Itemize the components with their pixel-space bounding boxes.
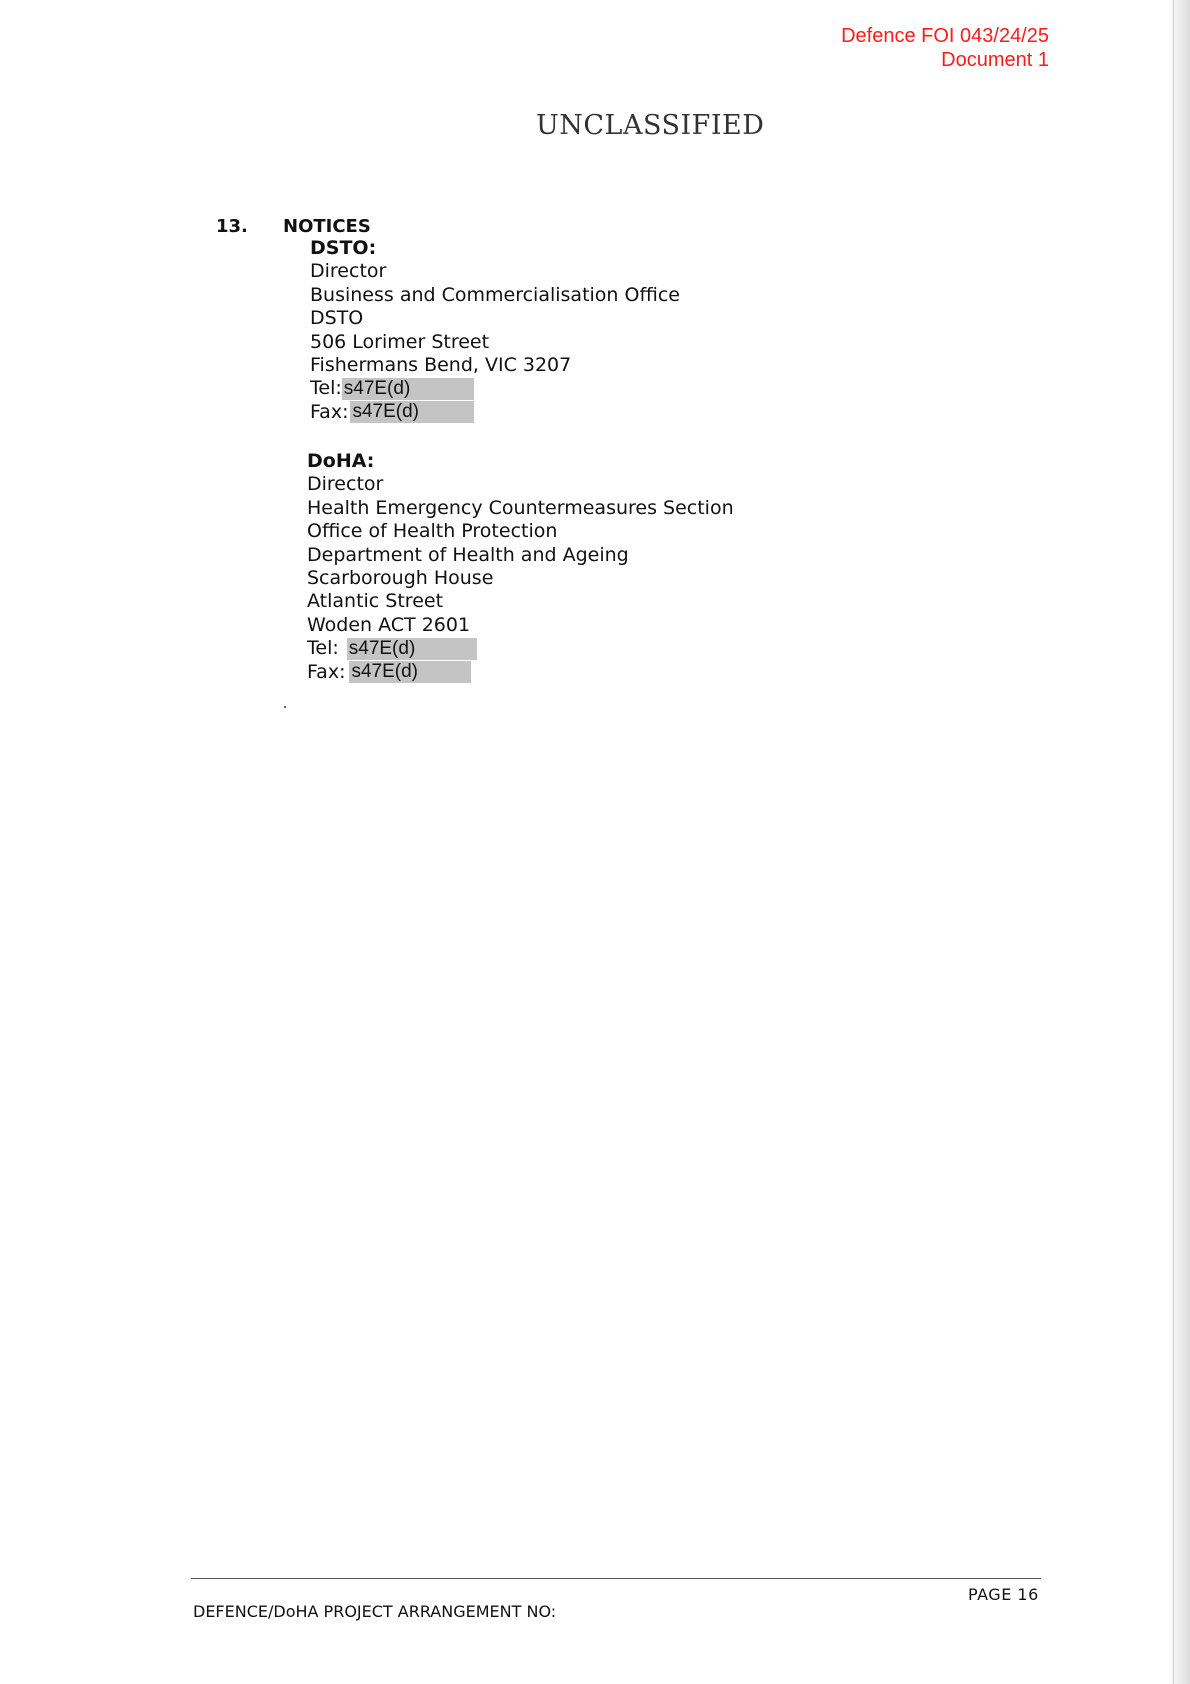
dsto-line-office: Business and Commercialisation Office <box>310 283 680 306</box>
dsto-line-street: 506 Lorimer Street <box>310 330 490 353</box>
doha-tel-row <box>307 637 734 660</box>
dsto-line-suburb: Fishermans Bend, VIC 3207 <box>310 353 572 376</box>
dsto-tel-row <box>310 377 680 400</box>
scan-page-edge-line <box>1173 0 1174 1684</box>
dsto-tel-redaction: s47E(d) <box>342 378 474 400</box>
dsto-fax-label: Fax: <box>310 400 349 423</box>
footer-reference: DEFENCE/DoHA PROJECT ARRANGEMENT NO: <box>193 1602 557 1621</box>
doha-line-building: Scarborough House <box>307 566 494 589</box>
doha-heading: DoHA: <box>307 450 375 472</box>
footer-rule <box>191 1578 1041 1579</box>
doha-line-section: Health Emergency Countermeasures Section <box>307 496 734 519</box>
doha-address-block <box>307 450 734 684</box>
foi-document-number: Document 1 <box>941 49 1049 71</box>
dsto-heading: DSTO: <box>310 237 377 259</box>
dsto-line-organisation: DSTO <box>310 307 364 330</box>
doha-line-suburb: Woden ACT 2601 <box>307 613 471 636</box>
scan-page-edge <box>1168 0 1190 1684</box>
dsto-fax-row <box>310 401 680 424</box>
doha-line-street: Atlantic Street <box>307 590 444 613</box>
dsto-fax-redaction: s47E(d) <box>350 401 474 423</box>
doha-line-office: Office of Health Protection <box>307 520 558 543</box>
doha-line-department: Department of Health and Ageing <box>307 543 629 566</box>
dsto-tel-label: Tel: <box>310 377 342 400</box>
doha-line-position: Director <box>307 473 384 496</box>
foi-stamp <box>841 24 1049 72</box>
footer-page-number: PAGE 16 <box>968 1585 1039 1604</box>
foi-reference: Defence FOI 043/24/25 <box>841 25 1049 47</box>
classification-header: UNCLASSIFIED <box>536 110 765 141</box>
doha-fax-row <box>307 661 734 684</box>
doha-tel-label: Tel: <box>307 637 339 660</box>
doha-fax-redaction: s47E(d) <box>349 661 471 683</box>
section-number: 13. <box>216 216 248 237</box>
doha-fax-label: Fax: <box>307 660 346 683</box>
dsto-line-position: Director <box>310 260 387 283</box>
section-title: NOTICES <box>283 216 371 237</box>
dsto-address-block <box>310 237 680 424</box>
stray-mark <box>284 706 286 708</box>
doha-tel-redaction: s47E(d) <box>347 638 477 660</box>
